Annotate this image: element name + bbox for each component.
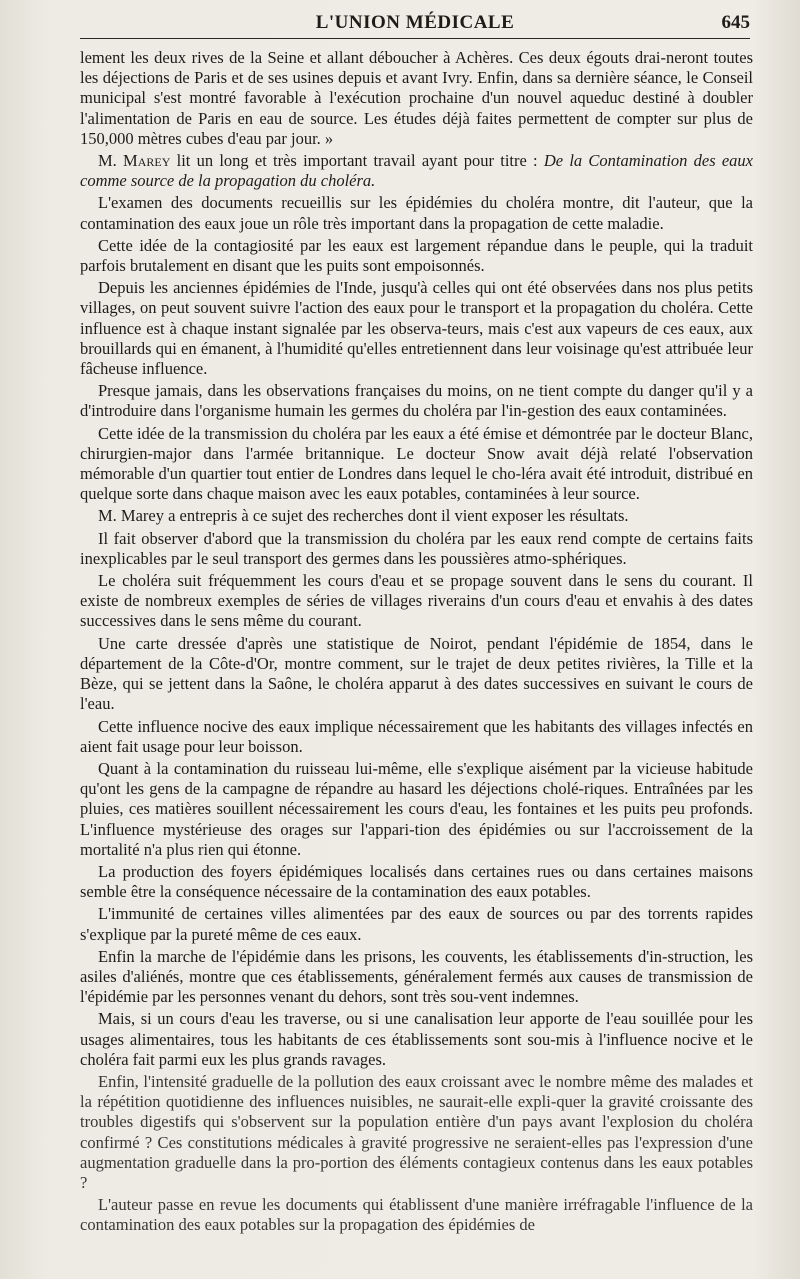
paragraph: L'examen des documents recueillis sur les épidémies du choléra montre, dit l'auteur, que la contamination des eaux joue un rôle très important dans la propagation de cette maladie.	[80, 193, 753, 233]
author-name: Marey	[123, 151, 171, 171]
paragraph: Quant à la contamination du ruisseau lui-même, elle s'explique aisément par la vicieuse habitude qu'ont les gens de la campagne de répandre au hasard les déjections cholé-riques. Entraînées par les pluies, ces matières souillent nécessairement les cours d'eau, les fontaines et les puits peu profonds. L'influence mystérieuse des orages sur l'appari-tion des épidémies ou sur l'accroissement de la mortalité n'a plus rien qui étonne.	[80, 758, 753, 859]
author-prefix: M.	[98, 151, 124, 171]
paragraph: M. Marey a entrepris à ce sujet des recherches dont il vient exposer les résultats.	[98, 506, 629, 526]
paragraph: Presque jamais, dans les observations françaises du moins, on ne tient compte du danger qu'il y a d'introduire dans l'organisme humain les germes du choléra par l'in-gestion des eaux contaminées.	[80, 381, 753, 421]
heading-text: lit un long et très important travail ayant pour titre :	[176, 151, 544, 171]
paragraph: Enfin la marche de l'épidémie dans les prisons, les couvents, les établissements d'in-struction, les asiles d'aliénés, montre que ces établissements, généralement fermés aux causes de transmission de l'épidémie par les personnes venant du dehors, sont très sou-vent indemnes.	[80, 946, 753, 1007]
article-body	[80, 48, 753, 1238]
paragraph: L'auteur passe en revue les documents qui établissent d'une manière irréfragable l'influence de la contamination des eaux potables sur la propagation des épidémies de	[80, 1195, 753, 1235]
journal-title: L'UNION MÉDICALE	[315, 12, 515, 33]
paragraph: La production des foyers épidémiques localisés dans certaines rues ou dans certaines maisons semble être la conséquence nécessaire de la contamination des eaux potables.	[80, 861, 753, 902]
paragraph: L'immunité de certaines villes alimentées par des eaux de sources ou par des torrents rapides s'explique par la pureté même de ces eaux.	[80, 904, 753, 944]
paragraph: Depuis les anciennes épidémies de l'Inde, jusqu'à celles qui ont été observées dans nos plus petits villages, on peut souvent suivre l'action des eaux pour le transport et la propagation du choléra. Cette influence est à chaque instant signalée par les observa-teurs, mais c'est aux vapeurs de ces eaux, aux brouillards qui en émanent, à l'humidité qu'elles entretiennent dans leur voisinage qu'est attribuée leur fâcheuse influence.	[80, 278, 753, 379]
work-title: De la Contamination des eaux comme source de la propagation du choléra.	[80, 151, 754, 191]
paragraph: Cette idée de la contagiosité par les eaux est largement répandue dans le peuple, qui la traduit parfois brutalement en disant que les puits sont empoisonnés.	[80, 235, 753, 276]
marey-title-paragraph	[80, 151, 753, 191]
paragraph: Mais, si un cours d'eau les traverse, ou si une canalisation leur apporte de l'eau souillée pour les usages alimentaires, tous les habitants de ces établissements sont sou-mis à l'influence nocive et le choléra fait parmi eux les plus grands ravages.	[80, 1009, 753, 1069]
paragraph: Une carte dressée d'après une statistique de Noirot, pendant l'épidémie de 1854, dans le département de la Côte-d'Or, montre comment, sur le trajet de deux petites rivières, la Tille et la Bèze, qui se jettent dans la Saône, le choléra apparut à des dates successives en suivant le cours de l'eau.	[80, 633, 753, 714]
paragraph: Cette influence nocive des eaux implique nécessairement que les habitants des villages infectés en aient fait usage pour leur boisson.	[80, 716, 753, 756]
paragraph: Le choléra suit fréquemment les cours d'eau et se propage souvent dans le sens du courant. Il existe de nombreux exemples de séries de villages riverains d'un cours d'eau et envahis à des dates successives dans le sens même du courant.	[80, 571, 753, 631]
paragraph: Cette idée de la transmission du choléra par les eaux a été émise et démontrée par le docteur Blanc, chirurgien-major dans l'armée britannique. Le docteur Snow avait déjà relaté l'observation mémorable d'un quartier tout entier de Londres dans lequel le cho-léra avait été introduit, distribué en quelque sorte dans chaque maison avec les eaux potables, contaminées à leur source.	[80, 423, 753, 504]
paragraph: Il fait observer d'abord que la transmission du choléra par les eaux rend compte de certains faits inexplicables par le seul transport des germes dans les poussières atmo-sphériques.	[80, 528, 753, 568]
running-header	[80, 8, 750, 39]
paragraph: lement les deux rives de la Seine et allant déboucher à Achères. Ces deux égouts drai-neront toutes les déjections de Paris et de ses usines depuis et avant Ivry. Enfin, dans sa dernière séance, le Conseil municipal s'est montré favorable à l'exécution prochaine d'un nouvel aqueduc destiné à doubler l'alimentation de Paris en eau de source. Les études déjà faites permettent de compter sur plus de 150,000 mètres cubes d'eau par jour. »	[80, 48, 753, 148]
page-number: 645	[721, 12, 750, 33]
paragraph: Enfin, l'intensité graduelle de la pollution des eaux croissant avec le nombre même des malades et la répétition quotidienne des influences nuisibles, ne saurait-elle expli-quer la gravité croissante des troubles digestifs qui s'observent sur la population entière d'un pays avant l'explosion du choléra confirmé ? Ces constitutions médicales à gravité progressive ne seraient-elles pas l'expression d'une augmentation graduelle dans la pro-portion des éléments contagieux contenus dans les eaux potables ?	[80, 1071, 753, 1192]
